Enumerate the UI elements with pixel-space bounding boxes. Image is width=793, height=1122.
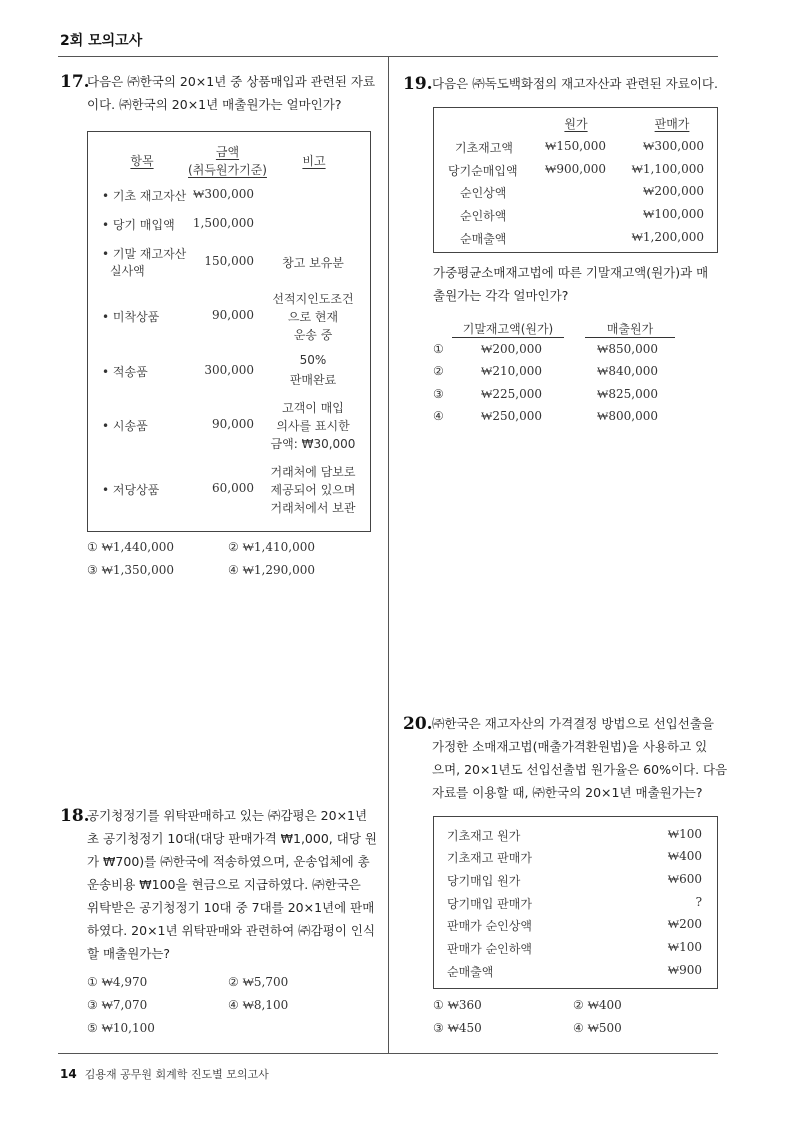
q19-answer-mark[interactable]: ② xyxy=(433,364,444,378)
footer-divider xyxy=(58,1053,718,1054)
q17-choice-3[interactable]: ③ ₩1,350,000 xyxy=(87,563,174,577)
q18-choice-3[interactable]: ③ ₩7,070 xyxy=(87,998,148,1012)
q20-choice-2[interactable]: ② ₩400 xyxy=(573,998,622,1012)
q19-answer-mark[interactable]: ① xyxy=(433,342,444,356)
q19-answer-header-1: 기말재고액(원가) xyxy=(462,322,554,336)
q20-row-label: 순매출액 xyxy=(447,965,494,979)
q19-answer-b: ₩800,000 xyxy=(597,409,658,423)
q19-question-line1: 가중평균소매재고법에 따른 기말재고액(원가)과 매 xyxy=(433,265,709,280)
q17-header-amount-1: 금액 xyxy=(215,145,240,159)
book-title: 김용재 공무원 회계학 진도별 모의고사 xyxy=(84,1068,269,1081)
q17-row-note: 의사를 표시한 xyxy=(276,419,350,433)
q20-choice-3[interactable]: ③ ₩450 xyxy=(433,1021,482,1035)
q19-row-label: 기초재고액 xyxy=(455,141,513,155)
q18-text-line: 운송비용 ₩100을 현금으로 지급하였다. ㈜한국은 xyxy=(87,877,361,892)
q19-row-label: 당기순매입액 xyxy=(448,164,518,178)
q17-row-amount: 60,000 xyxy=(212,481,254,495)
q19-header-cost: 원가 xyxy=(564,117,588,131)
q19-row-retail: ₩1,200,000 xyxy=(631,230,704,244)
q17-row-amount: 1,500,000 xyxy=(192,216,254,230)
q18-text-line: 공기청정기를 위탁판매하고 있는 ㈜감평은 20×1년 xyxy=(87,808,368,823)
q18-choice-4[interactable]: ④ ₩8,100 xyxy=(228,998,289,1012)
q20-choice-1[interactable]: ① ₩360 xyxy=(433,998,482,1012)
q17-header-note: 비고 xyxy=(302,154,326,168)
q17-header-item: 항목 xyxy=(130,154,154,168)
q17-text-line1: 다음은 ㈜한국의 20×1년 중 상품매입과 관련된 자료 xyxy=(87,74,376,89)
q19-row-retail: ₩200,000 xyxy=(643,184,704,198)
q19-answer-header-2: 매출원가 xyxy=(606,322,654,336)
q20-row-value: ? xyxy=(695,895,702,909)
q20-text-line: 가정한 소매재고법(매출가격환원법)을 사용하고 있 xyxy=(432,739,708,754)
q17-row-note: 50% xyxy=(299,353,327,367)
q20-row-label: 기초재고 판매가 xyxy=(447,851,532,865)
q20-text-line: ㈜한국은 재고자산의 가격결정 방법으로 선입선출을 xyxy=(432,716,714,731)
q17-row-amount: 300,000 xyxy=(204,363,254,377)
q18-text-line: 할 매출원가는? xyxy=(87,946,171,961)
q19-answer-b: ₩850,000 xyxy=(597,342,658,356)
q19-answer-b: ₩825,000 xyxy=(597,387,658,401)
q17-row-note: 운송 중 xyxy=(293,328,333,342)
q19-answer-a: ₩225,000 xyxy=(481,387,542,401)
q17-row-item: • 당기 매입액 xyxy=(102,218,175,232)
q17-row-item: • 저당상품 xyxy=(102,483,160,497)
column-divider xyxy=(388,57,389,1053)
q19-number: 19. xyxy=(403,74,433,94)
q17-row-note: 거래처에 담보로 xyxy=(270,465,356,479)
q17-text-line2: 이다. ㈜한국의 20×1년 매출원가는 얼마인가? xyxy=(87,97,342,112)
q17-row-note: 고객이 매입 xyxy=(282,401,344,415)
q19-answer-header-rule xyxy=(452,337,564,338)
page-header-title: 2회 모의고사 xyxy=(60,33,143,49)
q20-row-label: 판매가 순인하액 xyxy=(447,942,532,956)
q19-header-retail: 판매가 xyxy=(654,117,690,131)
q19-row-retail: ₩1,100,000 xyxy=(631,162,704,176)
q18-choice-2[interactable]: ② ₩5,700 xyxy=(228,975,289,989)
q19-text: 다음은 ㈜독도백화점의 재고자산과 관련된 자료이다. xyxy=(432,76,718,91)
q17-row-note: 으로 현재 xyxy=(287,310,339,324)
q19-answer-mark[interactable]: ④ xyxy=(433,409,444,423)
q19-question-line2: 출원가는 각각 얼마인가? xyxy=(433,288,569,303)
q20-number: 20. xyxy=(403,714,433,734)
q19-answer-a: ₩200,000 xyxy=(481,342,542,356)
q17-choice-2[interactable]: ② ₩1,410,000 xyxy=(228,540,315,554)
q19-answer-a: ₩210,000 xyxy=(481,364,542,378)
q19-row-retail: ₩300,000 xyxy=(643,139,704,153)
q17-header-amount-2: (취득원가기준) xyxy=(188,163,267,177)
q20-row-value: ₩100 xyxy=(667,827,702,841)
q20-row-label: 당기매입 판매가 xyxy=(447,897,532,911)
q17-row-amount: 90,000 xyxy=(212,308,254,322)
q17-row-item-cont: 실사액 xyxy=(110,264,145,278)
q17-number: 17. xyxy=(60,72,90,92)
q19-row-retail: ₩100,000 xyxy=(643,207,704,221)
q18-text-line: 하였다. 20×1년 위탁판매와 관련하여 ㈜감평이 인식 xyxy=(87,923,376,938)
q20-row-label: 기초재고 원가 xyxy=(447,829,521,843)
q19-answer-b: ₩840,000 xyxy=(597,364,658,378)
q17-row-item: • 기초 재고자산 xyxy=(102,189,187,203)
q18-choice-1[interactable]: ① ₩4,970 xyxy=(87,975,148,989)
q18-text-line: 위탁받은 공기청정기 10대 중 7대를 20×1년에 판매 xyxy=(87,900,375,915)
q19-answer-mark[interactable]: ③ xyxy=(433,387,444,401)
q20-row-label: 당기매입 원가 xyxy=(447,874,521,888)
q20-text-line: 자료를 이용할 때, ㈜한국의 20×1년 매출원가는? xyxy=(432,785,703,800)
q19-row-cost: ₩150,000 xyxy=(545,139,606,153)
q19-row-label: 순인하액 xyxy=(460,209,507,223)
q17-row-note: 거래처에서 보관 xyxy=(270,501,356,515)
q17-row-note: 금액: ₩30,000 xyxy=(270,437,356,451)
q17-choice-1[interactable]: ① ₩1,440,000 xyxy=(87,540,174,554)
q17-row-item: • 미착상품 xyxy=(102,310,160,324)
q20-row-value: ₩900 xyxy=(667,963,702,977)
q17-row-amount: 150,000 xyxy=(204,254,254,268)
q17-row-note: 제공되어 있으며 xyxy=(270,483,356,497)
q19-row-cost: ₩900,000 xyxy=(545,162,606,176)
q20-row-value: ₩400 xyxy=(667,849,702,863)
q17-row-note: 창고 보유분 xyxy=(282,256,344,270)
q18-number: 18. xyxy=(60,806,90,826)
q20-row-value: ₩600 xyxy=(667,872,702,886)
q17-row-amount: 90,000 xyxy=(212,417,254,431)
q17-row-item: • 시송품 xyxy=(102,419,148,433)
q17-row-item: • 적송품 xyxy=(102,365,148,379)
q20-text-line: 으며, 20×1년도 선입선출법 원가율은 60%이다. 다음 xyxy=(432,762,728,777)
q20-row-label: 판매가 순인상액 xyxy=(447,919,532,933)
q17-row-amount: ₩300,000 xyxy=(193,187,254,201)
q17-row-note: 선적지인도조건 xyxy=(272,292,354,306)
q18-choice-5[interactable]: ⑤ ₩10,100 xyxy=(87,1021,155,1035)
q18-text-line: 가 ₩700)를 ㈜한국에 적송하였으며, 운송업체에 총 xyxy=(87,854,370,869)
q20-row-value: ₩100 xyxy=(667,940,702,954)
q19-row-label: 순매출액 xyxy=(460,232,507,246)
q19-answer-a: ₩250,000 xyxy=(481,409,542,423)
q17-choice-4[interactable]: ④ ₩1,290,000 xyxy=(228,563,315,577)
page-footer xyxy=(60,1066,269,1082)
q19-row-label: 순인상액 xyxy=(460,186,507,200)
q20-choice-4[interactable]: ④ ₩500 xyxy=(573,1021,622,1035)
q17-row-item: • 기말 재고자산 xyxy=(102,247,187,261)
q18-text-line: 초 공기청정기 10대(대당 판매가격 ₩1,000, 대당 원 xyxy=(87,831,377,846)
q19-answer-header-rule xyxy=(585,337,675,338)
page-number: 14 xyxy=(60,1067,77,1081)
q20-row-value: ₩200 xyxy=(667,917,702,931)
q17-row-note: 판매완료 xyxy=(289,373,337,387)
